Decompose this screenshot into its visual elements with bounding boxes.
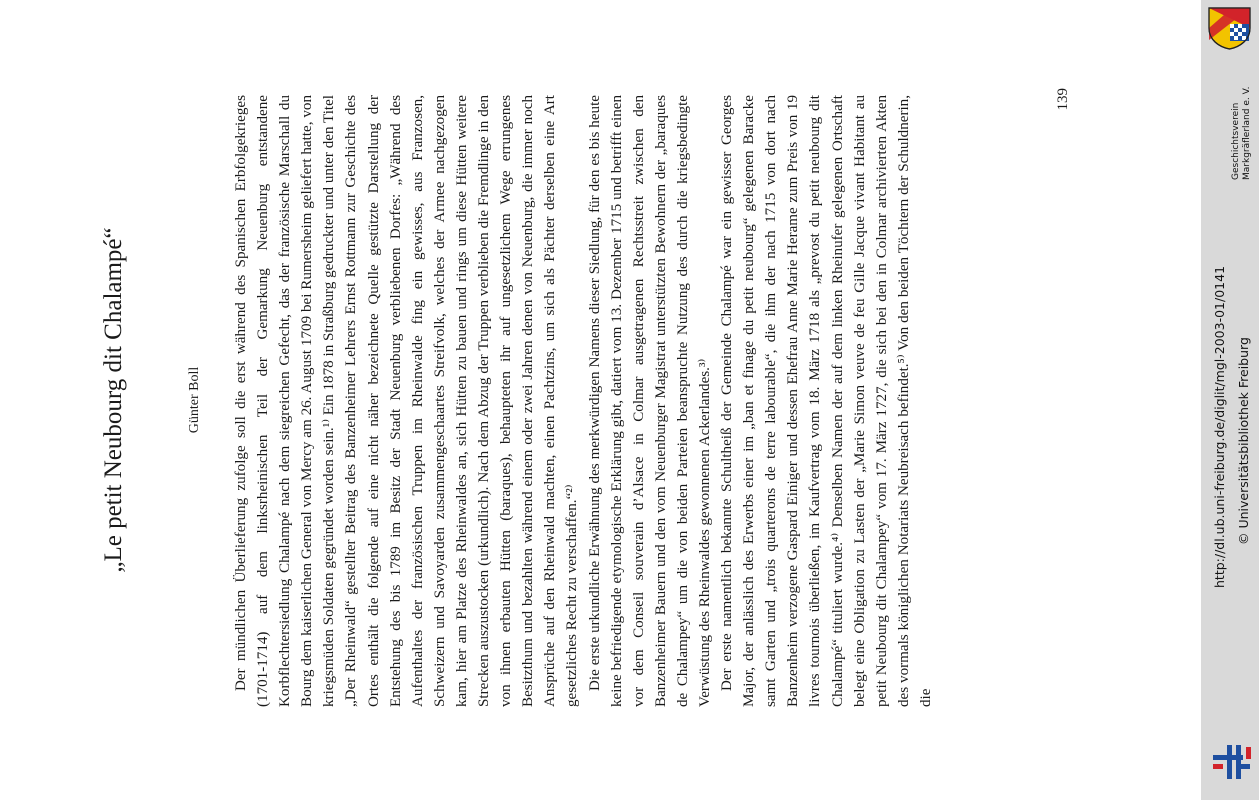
- article-title: „Le petit Neubourg dit Chalampé“: [100, 227, 127, 573]
- copyright-notice: © Universitätsbibliothek Freiburg: [1236, 337, 1251, 545]
- paragraph-2: Die erste urkundliche Erwähnung des merkwürdigen Namens dieser Siedlung, für den es bis heute keine befriedigende etymologische Erklärung gibt, datiert vom 13. Dezember 1715 und betrifft einen vor dem Conseil souverain d’Alsace in Colmar ausgetragenen Rechtsstreit zwischen den Banzenheimer Bauern und den vom Neuenburger Magistrat unterstützten Bewohnern der „baraques de Chalampey“ um die von beiden Parteien beanspruchte Nutzung des durch die kriegsbedingte Verwüstung des Rheinwaldes gewonnenen Ackerlandes.³⁾: [586, 95, 713, 707]
- article-author: Günter Boll: [187, 366, 202, 434]
- society-name-line1: Geschichtsverein: [1231, 102, 1241, 180]
- page-number: 139: [1055, 88, 1071, 111]
- society-crest-icon: [1206, 6, 1253, 50]
- library-logo-icon: [1209, 745, 1255, 785]
- paragraph-1: Der mündlichen Überlieferung zufolge soll die erst während des Spanischen Erbfolgekrieges (1701-1714) auf dem linksrheinischen Teil der Gemarkung Neuenburg entstandene Korbflechtersiedlung Chalampé nach dem siegreichen Gefecht, das der französische Marschall du Bourg dem kaiserlichen General von Mercy am 26. August 1709 bei Rumersheim geliefert hatte, von kriegsmüden Soldaten gegründet worden sein.¹⁾ Ein 1878 in Straßburg gedruckter und unter den Titel „Der Rheinwald“ gestellter Beitrag des Banzenheimer Lehrers Ernst Rottmann zur Geschichte des Ortes enthält die folgende auf eine nicht näher bezeichnete Quelle gestützte Darstellung der Entstehung des bis 1789 im Besitz der Stadt Neuenburg verbliebenen Dorfes: „Während des Aufenthaltes der französischen Truppen im Rheinwalde fing ein gewisses, aus Franzosen, Schweizern und Savoyarden zusammengeschaartes Streifvolk, welches der Armee nachgezogen kam, hier am Platze des Rheinwaldes an, sich Hütten zu bauen und rings um diese Hütten weitere Strecken auszustocken (urkundlich). Nach dem Abzug der Truppen verblieben die Fremdlinge in den von ihnen erbauten Hütten (baraques), behaupteten ihr auf ungesetzlichem Wege errungenes Besitzthum und bezahlten während einem oder zwei Jahren denen von Neuenburg, die immer noch Ansprüche auf den Rheinwald machten, einen Pachtzins, um sich als Pächter derselben eine Art gesetzliches Recht zu verschaffen.“²⁾: [233, 95, 581, 707]
- society-name-line2: Markgräflerland e. V.: [1242, 86, 1252, 180]
- paragraph-3: Der erste namentlich bekannte Schultheiß der Gemeinde Chalampé war ein gewisser Georges Major, der anlässlich des Erwerbs einer im „ban et finage du petit neubourg“ gelegenen Baracke samt Garten und „trois quarterons de terre labourable“, die ihm der nach 1715 von dort nach Banzenheim verzogene Gaspard Einiger und dessen Ehefrau Anne Marie Herame zum Preis von 19 livres tournois überließen, im Kaufvertrag vom 18. März 1718 als „prevost du petit neubourg dit Chalampé“ tituliert wurde.⁴⁾ Denselben Namen der auf dem linken Rheinufer gelegenen Ortschaft belegt eine Obligation zu Lasten der „Marie Simon veuve de feu Gille Jacque vivant Habitant au petit Neubourg dit Chalampey“ vom 17. März 1727, die sich bei den in Colmar archivierten Akten des vormals königlichen Notariats Neubreisach befindet.⁵⁾ Von den beiden Töchtern der Schuldnerin, die: [719, 95, 934, 707]
- society-name: [1231, 87, 1253, 180]
- article-body: [230, 95, 937, 707]
- scanned-page: [100, 0, 1200, 800]
- document-url-link[interactable]: http://dl.ub.uni-freiburg.de/diglit/mgl-2003-01/0141: [1212, 265, 1227, 588]
